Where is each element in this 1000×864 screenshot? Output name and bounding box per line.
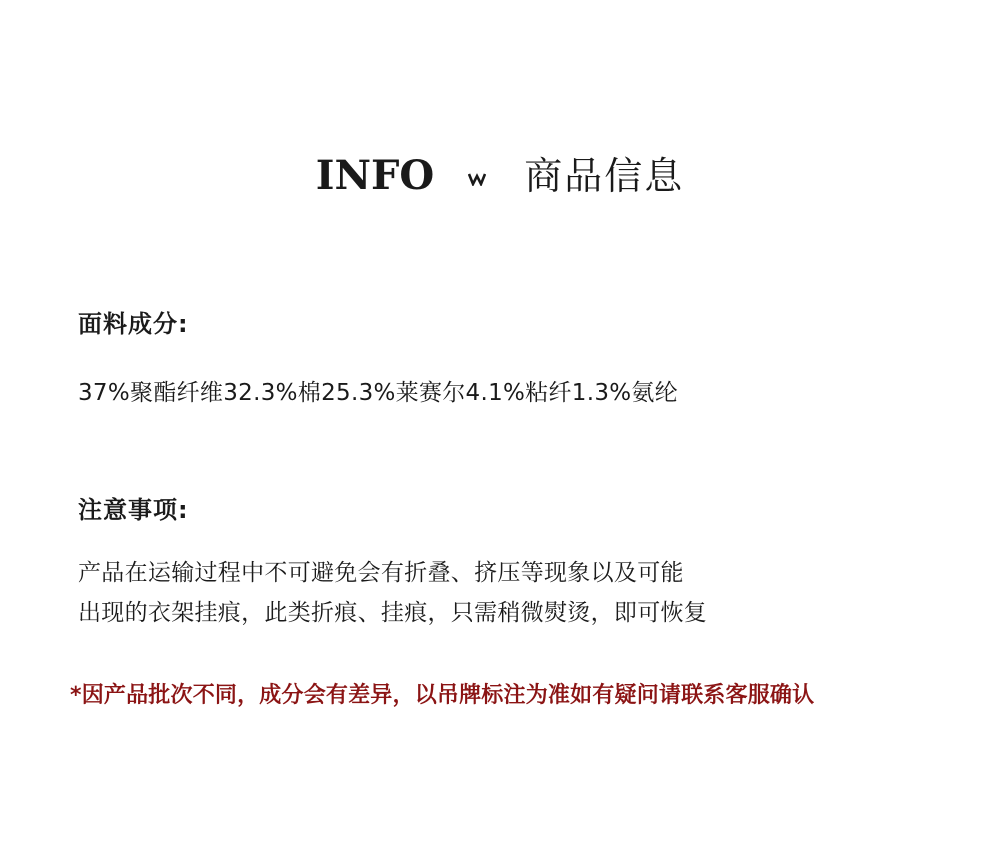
- fabric-heading: 面料成分:: [78, 310, 189, 338]
- product-info-title: 商品信息: [524, 154, 685, 198]
- care-line-1: 产品在运输过程中不可避免会有折叠、挤压等现象以及可能: [78, 560, 684, 586]
- care-heading: 注意事项:: [78, 496, 189, 524]
- composition-notice: *因产品批次不同，成分会有差异，以吊牌标注为准如有疑问请联系客服确认: [70, 683, 815, 708]
- chevron-mark-icon: [468, 172, 486, 186]
- info-header: [0, 148, 1000, 204]
- care-line-2: 出现的衣架挂痕，此类折痕、挂痕，只需稍微熨烫，即可恢复: [78, 600, 708, 626]
- info-title: INFO: [315, 152, 435, 199]
- fabric-composition: 37%聚酯纤维32.3%棉25.3%莱赛尔4.1%粘纤1.3%氨纶: [78, 380, 679, 406]
